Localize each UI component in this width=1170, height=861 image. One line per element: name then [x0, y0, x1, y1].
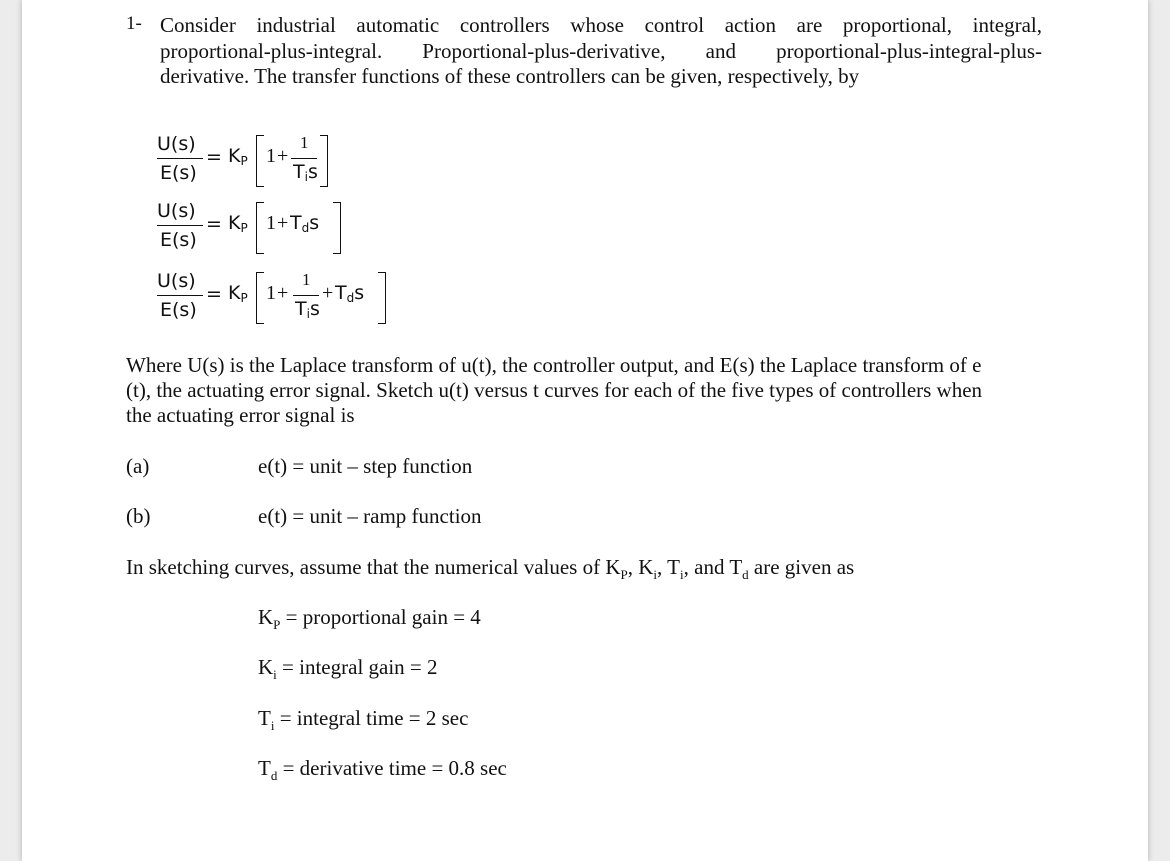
- lhs-numerator: U(s): [157, 200, 196, 222]
- case-b-label: (b): [126, 504, 151, 528]
- lhs-numerator: U(s): [157, 133, 196, 155]
- plus-sign: +: [277, 145, 289, 167]
- param-td: $T_d$ = derivative time = 0.8 sec: [258, 756, 507, 784]
- frac-denominator: $T_is$: [293, 161, 318, 184]
- problem-line-2: proportional-plus-integral. Proportional-plus-derivative, and proportional-plus-integral-plus-: [160, 39, 1042, 63]
- frac-denominator: $T_is$: [295, 298, 320, 321]
- frac-numerator: 1: [300, 133, 309, 152]
- lhs-denominator: E(s): [160, 229, 197, 251]
- assume-line: In sketching curves, assume that the numerical values of $K_P$, $K_i$, $T_i$, and $T_d$ are given as: [126, 555, 855, 583]
- frac-bar: [291, 158, 317, 159]
- left-bracket: [256, 135, 264, 187]
- left-bracket: [256, 202, 264, 254]
- left-bracket: [256, 272, 264, 324]
- param-ti: $T_i$ = integral time = 2 sec: [258, 706, 469, 734]
- right-bracket: [333, 202, 341, 254]
- derivative-term: $T_ds$: [290, 212, 320, 235]
- where-line-3: the actuating error signal is: [126, 403, 355, 427]
- fraction-bar: [157, 295, 203, 296]
- problem-number: 1-: [126, 13, 142, 34]
- right-bracket: [320, 135, 328, 187]
- lhs-denominator: E(s): [160, 162, 197, 184]
- problem-line-3: derivative. The transfer functions of these controllers can be given, respectively, by: [160, 64, 860, 88]
- equals-sign: =: [206, 213, 222, 235]
- term-one: 1: [266, 212, 276, 234]
- where-line-1: Where U(s) is the Laplace transform of u(t), the controller output, and E(s) the Laplace transform of e: [126, 353, 982, 377]
- derivative-term: $T_ds$: [335, 282, 365, 305]
- param-ki: $K_i$ = integral gain = 2: [258, 655, 438, 683]
- case-a-text: e(t) = unit – step function: [258, 454, 473, 478]
- plus-sign-2: +: [322, 282, 334, 304]
- equals-sign: =: [206, 283, 222, 305]
- term-one: 1: [266, 282, 276, 304]
- plus-sign: +: [277, 212, 289, 234]
- fraction-bar: [157, 225, 203, 226]
- plus-sign: +: [277, 282, 289, 304]
- document-page: [22, 0, 1148, 861]
- term-one: 1: [266, 145, 276, 167]
- equation-pd: [152, 200, 472, 264]
- right-bracket: [378, 272, 386, 324]
- fraction-bar: [157, 158, 203, 159]
- gain-kp: $K_P$: [228, 145, 248, 168]
- case-b-text: e(t) = unit – ramp function: [258, 504, 482, 528]
- gain-kp: $K_P$: [228, 212, 248, 235]
- lhs-denominator: E(s): [160, 299, 197, 321]
- param-kp: $K_P$ = proportional gain = 4: [258, 605, 481, 633]
- frac-numerator: 1: [302, 270, 311, 289]
- lhs-numerator: U(s): [157, 270, 196, 292]
- case-a-label: (a): [126, 454, 150, 478]
- equation-pi: [152, 133, 472, 197]
- frac-bar: [293, 295, 319, 296]
- gain-kp: $K_P$: [228, 282, 248, 305]
- equals-sign: =: [206, 146, 222, 168]
- where-line-2: (t), the actuating error signal. Sketch u(t) versus t curves for each of the five types of controllers when: [126, 378, 983, 402]
- problem-line-1: Consider industrial automatic controllers whose control action are proportional, integral,: [160, 13, 1042, 37]
- equation-pid: [152, 270, 472, 334]
